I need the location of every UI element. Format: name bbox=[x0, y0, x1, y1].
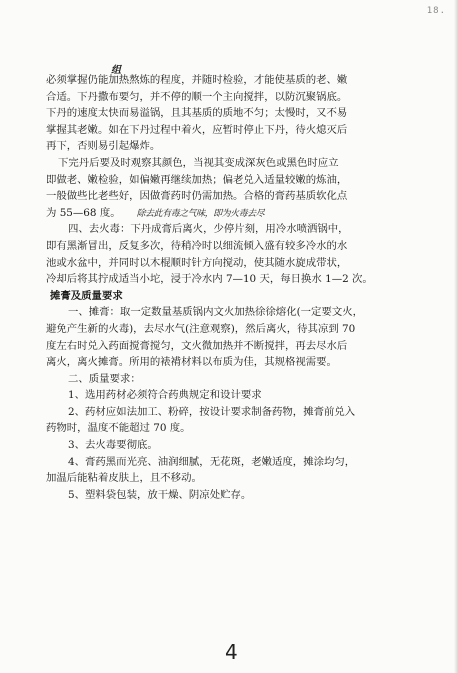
text-line bbox=[46, 72, 418, 89]
handwritten-margin-note: 组 bbox=[111, 65, 121, 76]
corner-mark: 18. bbox=[426, 6, 446, 16]
text-line bbox=[46, 437, 418, 454]
text-line-content: 冷却后将其拧成适当小坨，浸于冷水内 7—10 天，每日换水 1—2 次。 bbox=[46, 273, 373, 286]
text-line bbox=[46, 404, 418, 421]
text-line-content: 2、药材应如法加工、粉碎，按设计要求制备药物，摊膏前兑入 bbox=[68, 405, 356, 418]
page-edge-shadow bbox=[454, 0, 458, 673]
text-line-content: 一般做些比老些好，因做膏药时仍需加热。合格的膏药基质软化点 bbox=[46, 190, 348, 203]
text-line-content: 合适。下丹撒布要匀，并不停的顺一个主向搅拌，以防沉聚锅底。 bbox=[46, 90, 348, 103]
text-line-content: 离火，离火摊膏。所用的裱褙材料以布质为佳，其规格视需要。 bbox=[46, 356, 337, 369]
text-line bbox=[46, 255, 418, 272]
text-line bbox=[46, 321, 418, 338]
text-line bbox=[46, 205, 418, 222]
text-line-content: 下丹的速度太快而易溢锅，且其基质的质地不匀；太慢时，又不易 bbox=[46, 107, 348, 120]
text-line-content: 即做老、嫩检验，如偏嫩再继续加热；偏老兑入适量较嫩的炼油， bbox=[46, 173, 348, 186]
text-line-content: 3、去火毒要彻底。 bbox=[68, 439, 158, 452]
text-line bbox=[46, 221, 418, 238]
text-line bbox=[46, 487, 418, 504]
text-line-content: 1、选用药材必须符合药典规定和设计要求 bbox=[68, 389, 262, 402]
text-line bbox=[46, 371, 418, 388]
text-line-content: 摊膏及质量要求 bbox=[50, 289, 123, 302]
text-line bbox=[46, 172, 418, 189]
text-line bbox=[46, 387, 418, 404]
text-line bbox=[46, 420, 418, 437]
text-line bbox=[46, 470, 418, 487]
text-line bbox=[46, 138, 418, 155]
text-line-content: 加温后能粘着皮肤上，且不移动。 bbox=[46, 472, 202, 485]
text-line-content: 即有黑渐冒出，反复多次，待稍冷时以细流倾入盛有较多冷水的水 bbox=[46, 239, 348, 252]
text-line bbox=[46, 89, 418, 106]
text-line-content: 必须掌握仍能加热熬炼的程度，并随时检验，才能使基质的老、嫩 bbox=[46, 74, 348, 86]
text-line-content: 度左右时兑入药面搅膏搅匀，文火微加热并不断搅拌，再去尽水后 bbox=[46, 339, 348, 352]
page-number: 4 bbox=[225, 640, 238, 664]
text-line-content: 避免产生新的火毒)，去尽水气(注意观察)，然后离火，待其凉到 70 bbox=[46, 322, 356, 335]
text-line-content: 一、摊膏：取一定数量基质锅内文火加热徐徐熔化(一定要文火， bbox=[68, 306, 363, 319]
text-line-content: 药物时，温度不能超过 70 度。 bbox=[46, 422, 191, 435]
text-line-content: 为 55—68 度。 bbox=[46, 206, 121, 219]
text-line-content: 四、去火毒：下丹成膏后离火，少停片刻，用冷水喷洒锅中， bbox=[68, 223, 349, 236]
text-line bbox=[46, 354, 418, 371]
text-line bbox=[46, 271, 418, 288]
text-line bbox=[46, 304, 418, 321]
text-line bbox=[46, 238, 418, 255]
body-text bbox=[46, 72, 418, 503]
text-line-content: 下完丹后要及时观察其颜色，当视其变成深灰色或黑色时应立 bbox=[58, 156, 339, 169]
text-line-content: 掌握其老嫩。如在下丹过程中着火，应暂时停止下丹，待火熄灭后 bbox=[46, 123, 348, 136]
text-line-content: 二、质量要求： bbox=[68, 372, 141, 385]
text-line-content: 池或水盆中，并同时以木棍顺时针方向搅动，使其随水旋成带状， bbox=[46, 256, 348, 269]
text-line bbox=[46, 155, 418, 172]
text-line bbox=[46, 288, 418, 305]
text-line-content: 再下，否则易引起爆炸。 bbox=[46, 140, 161, 153]
text-line bbox=[46, 454, 418, 471]
handwritten-annotation: 除去此有毒之气味，即为火毒去尽 bbox=[136, 208, 265, 219]
text-line bbox=[46, 105, 418, 122]
text-line-content: 4、膏药黑而光亮、油润细腻，无花斑，老嫩适度，摊涂均匀， bbox=[68, 455, 356, 468]
text-line bbox=[46, 188, 418, 205]
text-line bbox=[46, 122, 418, 139]
text-line bbox=[46, 338, 418, 355]
text-line-content: 5、塑料袋包装，放干燥、阴凉处贮存。 bbox=[68, 488, 252, 501]
